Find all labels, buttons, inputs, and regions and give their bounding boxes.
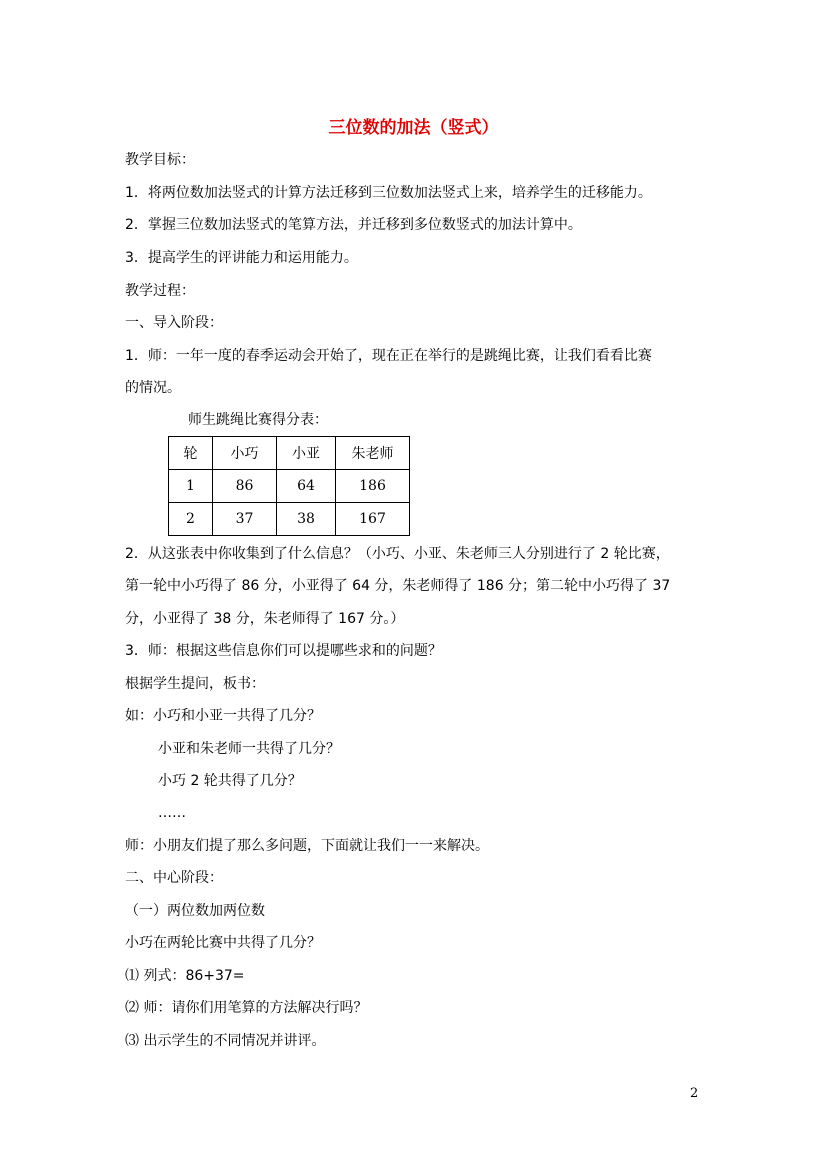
intro-paragraph-line: 1．师：一年一度的春季运动会开始了，现在正在举行的是跳绳比赛，让我们看看比赛 — [125, 348, 652, 364]
question2-line: 分，小亚得了 38 分，朱老师得了 167 分。） — [125, 611, 405, 627]
page-number: 2 — [690, 1086, 699, 1101]
question2-line: 2．从这张表中你收集到了什么信息？（小巧、小亚、朱老师三人分别进行了 2 轮比赛， — [125, 546, 670, 562]
intro-paragraph-line: 的情况。 — [125, 380, 181, 396]
table-header-cell: 朱老师 — [336, 437, 410, 470]
table-row — [169, 470, 410, 503]
document-title: 三位数的加法（竖式） — [328, 118, 499, 138]
section2-heading: 二、中心阶段： — [125, 870, 223, 886]
table-cell: 2 — [169, 503, 213, 536]
board-item: 如：小巧和小亚一共得了几分？ — [125, 708, 321, 724]
board-item: 小亚和朱老师一共得了几分？ — [158, 741, 340, 757]
table-header-cell: 小亚 — [277, 437, 336, 470]
table-caption: 师生跳绳比赛得分表： — [188, 412, 328, 428]
step-item: ⑴ 列式：86+37= — [125, 968, 245, 984]
table-cell: 38 — [277, 503, 336, 536]
question-line: 小巧在两轮比赛中共得了几分？ — [125, 935, 321, 951]
step-item: ⑶ 出示学生的不同情况并讲评。 — [125, 1033, 326, 1049]
teacher-line: 师：小朋友们提了那么多问题，下面就让我们一一来解决。 — [125, 838, 489, 854]
objectives-heading: 教学目标： — [125, 152, 195, 168]
table-cell: 186 — [336, 470, 410, 503]
objective-item: 2．掌握三位数加法竖式的笔算方法，并迁移到多位数竖式的加法计算中。 — [125, 217, 582, 233]
table-header-cell: 轮 — [169, 437, 213, 470]
table-cell: 86 — [213, 470, 277, 503]
sub1-heading: （一）两位数加两位数 — [125, 903, 265, 919]
table-cell: 37 — [213, 503, 277, 536]
board-intro: 根据学生提问，板书： — [125, 676, 265, 692]
table-cell: 167 — [336, 503, 410, 536]
board-item: 小巧 2 轮共得了几分？ — [158, 773, 302, 789]
section1-heading: 一、导入阶段： — [125, 315, 223, 331]
objective-item: 1．将两位数加法竖式的计算方法迁移到三位数加法竖式上来，培养学生的迁移能力。 — [125, 185, 652, 201]
table-cell: 1 — [169, 470, 213, 503]
process-heading: 教学过程： — [125, 283, 195, 299]
table-header-cell: 小巧 — [213, 437, 277, 470]
question2-line: 第一轮中小巧得了 86 分，小亚得了 64 分，朱老师得了 186 分；第二轮中小巧得了 37 — [125, 578, 671, 594]
table-header-row — [169, 437, 410, 470]
table-row — [169, 503, 410, 536]
question3-line: 3．师：根据这些信息你们可以提哪些求和的问题？ — [125, 643, 442, 659]
score-table — [168, 436, 410, 536]
table-cell: 64 — [277, 470, 336, 503]
objective-item: 3．提高学生的评讲能力和运用能力。 — [125, 250, 358, 266]
step-item: ⑵ 师：请你们用笔算的方法解决行吗？ — [125, 1000, 368, 1016]
board-ellipsis: …… — [158, 805, 186, 821]
